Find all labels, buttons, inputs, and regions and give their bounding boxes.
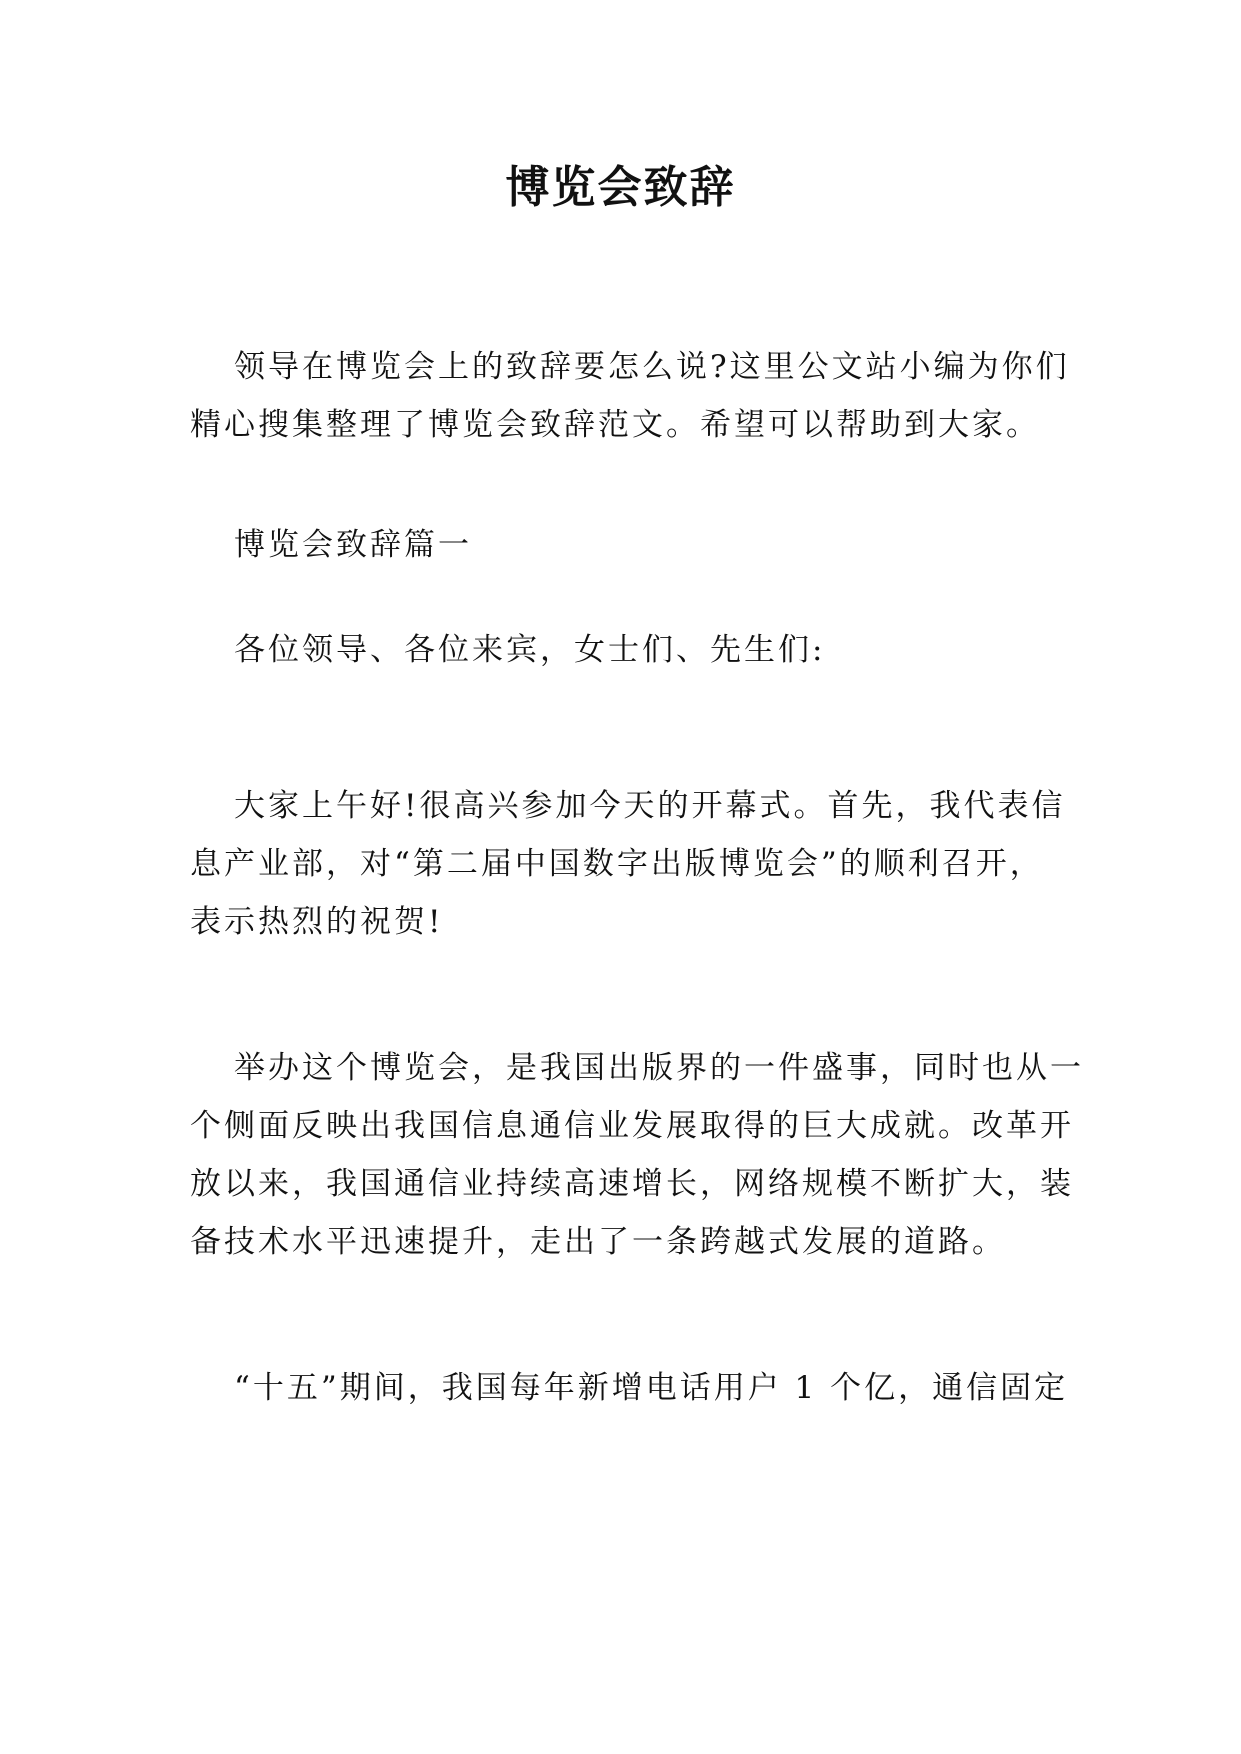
text-line: 大家上午好!很高兴参加今天的开幕式。首先，我代表信 [234, 788, 1066, 824]
text-line: 精心搜集整理了博览会致辞范文。希望可以帮助到大家。 [190, 407, 1040, 443]
text-line: 表示热烈的祝贺! [190, 904, 444, 940]
intro-paragraph [190, 338, 1090, 454]
section-heading [190, 516, 1090, 574]
text-line: 举办这个博览会，是我国出版界的一件盛事，同时也从一 [234, 1050, 1084, 1086]
body-paragraph [190, 1039, 1090, 1271]
text-line: 各位领导、各位来宾，女士们、先生们: [234, 632, 826, 668]
text-line: 放以来，我国通信业持续高速增长，网络规模不断扩大，装 [190, 1166, 1074, 1202]
body-paragraph [190, 1359, 1090, 1417]
text-line: 备技术水平迅速提升，走出了一条跨越式发展的道路。 [190, 1224, 1006, 1260]
document-title: 博览会致辞 [505, 162, 736, 213]
salutation-paragraph [190, 621, 1090, 679]
text-line: 个侧面反映出我国信息通信业发展取得的巨大成就。改革开 [190, 1108, 1074, 1144]
greeting-paragraph [190, 777, 1090, 951]
text-line: “十五”期间，我国每年新增电话用户 1 个亿，通信固定 [234, 1370, 1069, 1406]
text-line: 领导在博览会上的致辞要怎么说?这里公文站小编为你们 [234, 349, 1070, 385]
text-line: 博览会致辞篇一 [234, 527, 472, 563]
text-line: 息产业部，对“第二届中国数字出版博览会”的顺利召开， [190, 846, 1044, 882]
